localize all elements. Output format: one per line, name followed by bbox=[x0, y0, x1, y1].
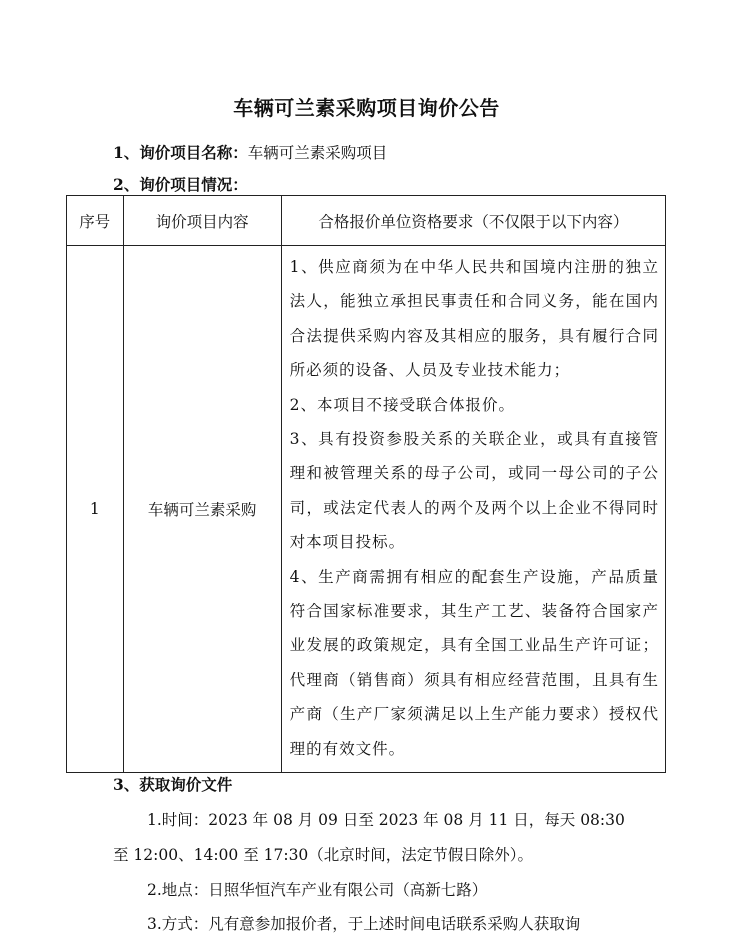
table-header-row bbox=[67, 196, 666, 246]
row-no: 1 bbox=[67, 246, 124, 773]
time-line-1: 1.时间：2023 年 08 月 09 日至 2023 年 08 月 11 日，每天 08:30 bbox=[147, 811, 625, 829]
row-requirements bbox=[281, 246, 665, 773]
header-no: 序号 bbox=[67, 196, 124, 246]
location-line: 2.地点：日照华恒汽车产业有限公司（高新七路） bbox=[147, 881, 488, 899]
time-line-2: 至 12:00、14:00 至 17:30（北京时间，法定节假日除外）。 bbox=[113, 846, 534, 864]
requirement-item: 3、具有投资参股关系的关联企业，或具有直接管理和被管理关系的母子公司，或同一母公司的子公司，或法定代表人的两个及两个以上企业不得同时对本项目投标。 bbox=[289, 430, 659, 552]
table-row bbox=[67, 246, 666, 773]
section-1-label: 1、询价项目名称： bbox=[113, 143, 248, 162]
section-1-line bbox=[113, 141, 387, 163]
requirement-item: 2、本项目不接受联合体报价。 bbox=[289, 395, 516, 414]
requirement-item: 1、供应商须为在中华人民共和国境内注册的独立法人，能独立承担民事责任和合同义务，能在国内合法提供采购内容及其相应的服务，具有履行合同所必须的设备、人员及专业技术能力； bbox=[289, 258, 659, 380]
requirement-item: 4、生产商需拥有相应的配套生产设施，产品质量符合国家标准要求，其生产工艺、装备符合国家产业发展的政策规定，具有全国工业品生产许可证；代理商（销售商）须具有相应经营范围，且具有生产商（生产厂家须满足以上生产能力要求）授权代理的有效文件。 bbox=[289, 567, 659, 758]
method-line: 3.方式：凡有意参加报价者，于上述时间电话联系采购人获取询 bbox=[147, 915, 581, 933]
project-name-value: 车辆可兰素采购项目 bbox=[247, 144, 388, 162]
row-content: 车辆可兰素采购 bbox=[123, 246, 281, 773]
section-2-label: 2、询价项目情况： bbox=[113, 175, 248, 194]
header-requirements: 合格报价单位资格要求（不仅限于以下内容） bbox=[281, 196, 665, 246]
header-content: 询价项目内容 bbox=[123, 196, 281, 246]
requirements-table bbox=[66, 195, 666, 773]
page-title: 车辆可兰素采购项目询价公告 bbox=[233, 96, 500, 120]
section-3-label: 3、获取询价文件 bbox=[113, 775, 233, 794]
